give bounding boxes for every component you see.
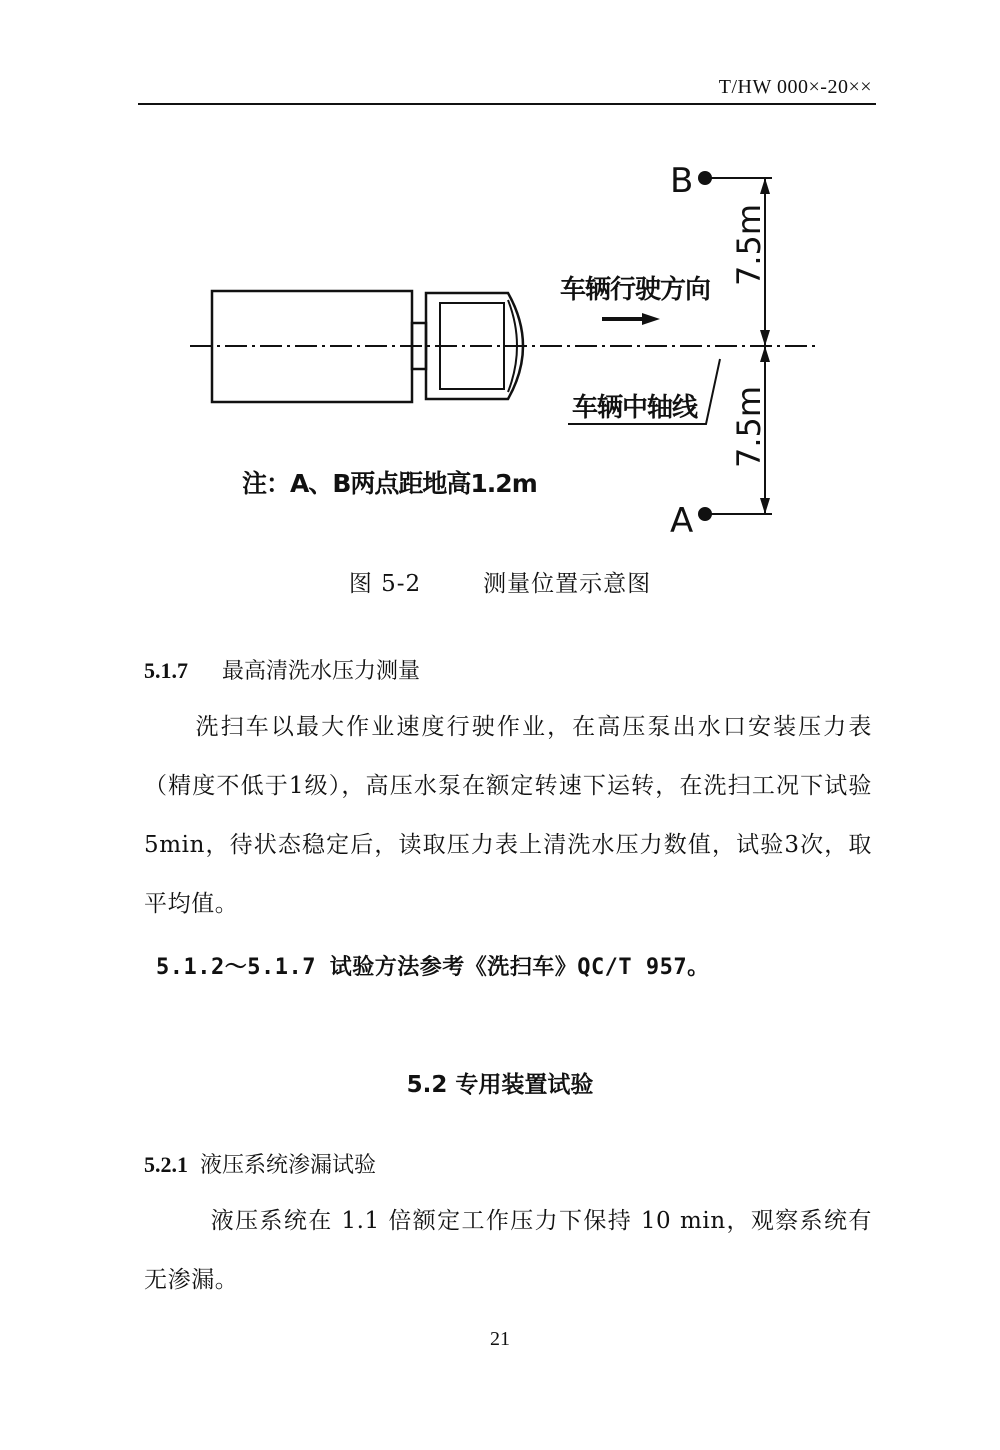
paragraph-text: 洗扫车以最大作业速度行驶作业，在高压泵出水口安装压力表（精度不低于1级），高压水泵在额定转速下运转，在洗扫工况下试验5min，待状态稳定后，读取压力表上清洗水压力数值，试验3次，取平均值。 (144, 714, 872, 917)
axis-label: 车辆中轴线 (572, 393, 698, 423)
label-b: B (670, 161, 694, 201)
section-5-2-heading: 5.2 专用装置试验 (406, 1072, 594, 1098)
section-title: 最高清洗水压力测量 (222, 659, 421, 684)
document-code: T/HW 000×-20×× (718, 76, 872, 98)
reference-note: 5.1.2～5.1.7 试验方法参考《洗扫车》QC/T 957。 (156, 955, 710, 980)
figure-caption (0, 565, 1000, 598)
direction-label: 车辆行驶方向 (560, 275, 711, 305)
section-number: 5.2.1 (144, 1152, 188, 1177)
figure-caption-title: 测量位置示意图 (483, 571, 652, 597)
header-rule (138, 103, 876, 105)
section-5-1-7-body (144, 698, 872, 934)
section-title: 液压系统渗漏试验 (200, 1153, 377, 1178)
direction-arrow (642, 313, 660, 325)
figure-note: 注：A、B两点距地高1.2m (242, 469, 537, 498)
page-number: 21 (490, 1328, 510, 1350)
section-5-2-1-heading (144, 1148, 376, 1179)
paragraph-text: 液压系统在 1.1 倍额定工作压力下保持 10 min，观察系统有无渗漏。 (144, 1208, 872, 1293)
distance-bottom-label: 7.5m (730, 385, 768, 468)
section-number: 5.1.7 (144, 658, 188, 683)
label-a: A (670, 501, 694, 541)
figure-caption-number: 图 5-2 (348, 571, 422, 597)
distance-top-label: 7.5m (730, 203, 768, 286)
section-5-2-1-body (144, 1192, 872, 1310)
measurement-position-diagram (190, 150, 830, 550)
section-5-1-7-heading (144, 654, 420, 685)
